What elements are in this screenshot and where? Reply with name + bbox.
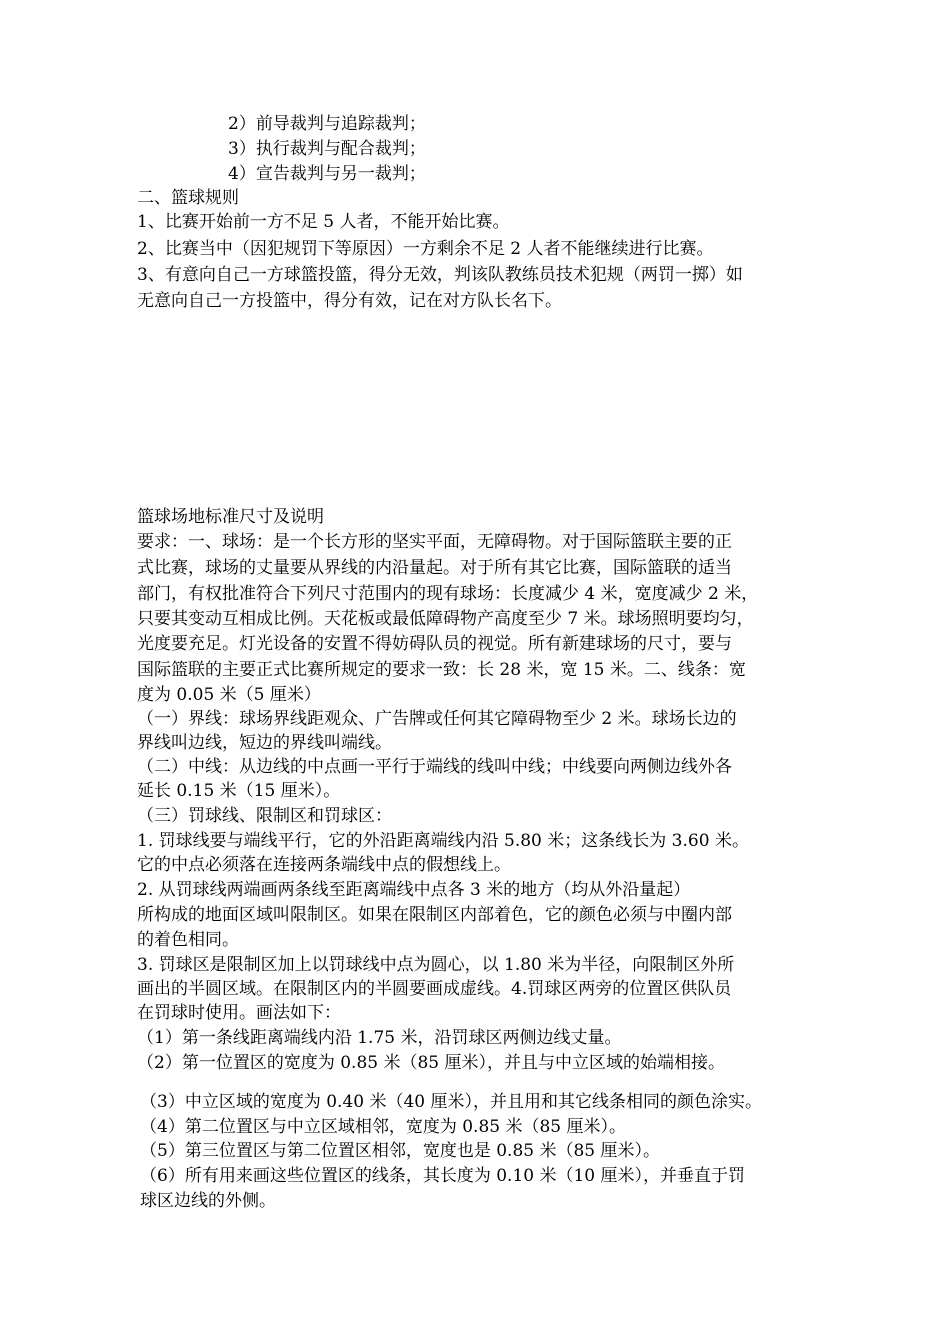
paragraph-line: （4）第二位置区与中立区域相邻，宽度为 0.85 米（85 厘米）。 [140, 1117, 627, 1137]
paragraph-line: （3）中立区域的宽度为 0.40 米（40 厘米），并且用和其它线条相同的颜色涂实。 [140, 1092, 763, 1112]
paragraph-line: （二）中线：从边线的中点画一平行于端线的线叫中线；中线要向两侧边线外各 [137, 757, 732, 777]
section-heading: 二、篮球规则 [137, 188, 239, 208]
paragraph-line: （1）第一条线距离端线内沿 1.75 米，沿罚球区两侧边线丈量。 [137, 1028, 622, 1048]
list-item: 3）执行裁判与配合裁判； [228, 139, 426, 159]
paragraph-line: 2. 从罚球线两端画两条线至距离端线中点各 3 米的地方（均从外沿量起） [137, 880, 691, 900]
paragraph-line: （5）第三位置区与第二位置区相邻，宽度也是 0.85 米（85 厘米）。 [140, 1141, 661, 1161]
paragraph-line: 要求：一、球场：是一个长方形的坚实平面，无障碍物。对于国际篮联主要的正 [137, 532, 732, 552]
paragraph-line: 球区边线的外侧。 [140, 1191, 276, 1211]
paragraph-line: 3. 罚球区是限制区加上以罚球线中点为圆心，以 1.80 米为半径，向限制区外所 [137, 955, 735, 975]
list-item: 2）前导裁判与追踪裁判； [228, 114, 426, 134]
rule-line: 无意向自己一方投篮中，得分有效，记在对方队长名下。 [137, 291, 562, 311]
paragraph-line: 在罚球时使用。画法如下： [137, 1003, 341, 1023]
paragraph-line: （三）罚球线、限制区和罚球区： [137, 806, 392, 826]
section-title: 篮球场地标准尺寸及说明 [137, 507, 324, 527]
paragraph-line: 延长 0.15 米（15 厘米）。 [137, 781, 341, 801]
paragraph-line: 的着色相同。 [137, 930, 239, 950]
rule-line: 3、有意向自己一方球篮投篮，得分无效，判该队教练员技术犯规（两罚一掷）如 [137, 265, 743, 285]
paragraph-line: 光度要充足。灯光设备的安置不得妨碍队员的视觉。所有新建球场的尺寸，要与 [137, 634, 732, 654]
paragraph-line: 度为 0.05 米（5 厘米） [137, 685, 321, 705]
paragraph-line: （一）界线：球场界线距观众、广告牌或任何其它障碍物至少 2 米。球场长边的 [137, 709, 737, 729]
rule-line: 2、比赛当中（因犯规罚下等原因）一方剩余不足 2 人者不能继续进行比赛。 [137, 239, 714, 259]
paragraph-line: 它的中点必须落在连接两条端线中点的假想线上。 [137, 855, 511, 875]
paragraph-line: （6）所有用来画这些位置区的线条，其长度为 0.10 米（10 厘米），并垂直于罚 [140, 1166, 746, 1186]
paragraph-line: （2）第一位置区的宽度为 0.85 米（85 厘米），并且与中立区域的始端相接。 [137, 1053, 726, 1073]
paragraph-line: 所构成的地面区域叫限制区。如果在限制区内部着色，它的颜色必须与中圈内部 [137, 905, 732, 925]
list-item: 4）宣告裁判与另一裁判； [228, 164, 426, 184]
paragraph-line: 式比赛，球场的丈量要从界线的内沿量起。对于所有其它比赛，国际篮联的适当 [137, 558, 732, 578]
paragraph-line: 只要其变动互相成比例。天花板或最低障碍物产高度至少 7 米。球场照明要均匀， [137, 609, 754, 629]
paragraph-line: 画出的半圆区域。在限制区内的半圆要画成虚线。4.罚球区两旁的位置区供队员 [137, 979, 732, 999]
paragraph-line: 部门，有权批准符合下列尺寸范围内的现有球场：长度减少 4 米，宽度减少 2 米， [137, 584, 759, 604]
paragraph-line: 界线叫边线，短边的界线叫端线。 [137, 733, 392, 753]
paragraph-line: 国际篮联的主要正式比赛所规定的要求一致：长 28 米，宽 15 米。二、线条：宽 [137, 660, 746, 680]
paragraph-line: 1. 罚球线要与端线平行，它的外沿距离端线内沿 5.80 米；这条线长为 3.60 米。 [137, 831, 749, 851]
rule-line: 1、比赛开始前一方不足 5 人者，不能开始比赛。 [137, 212, 510, 232]
